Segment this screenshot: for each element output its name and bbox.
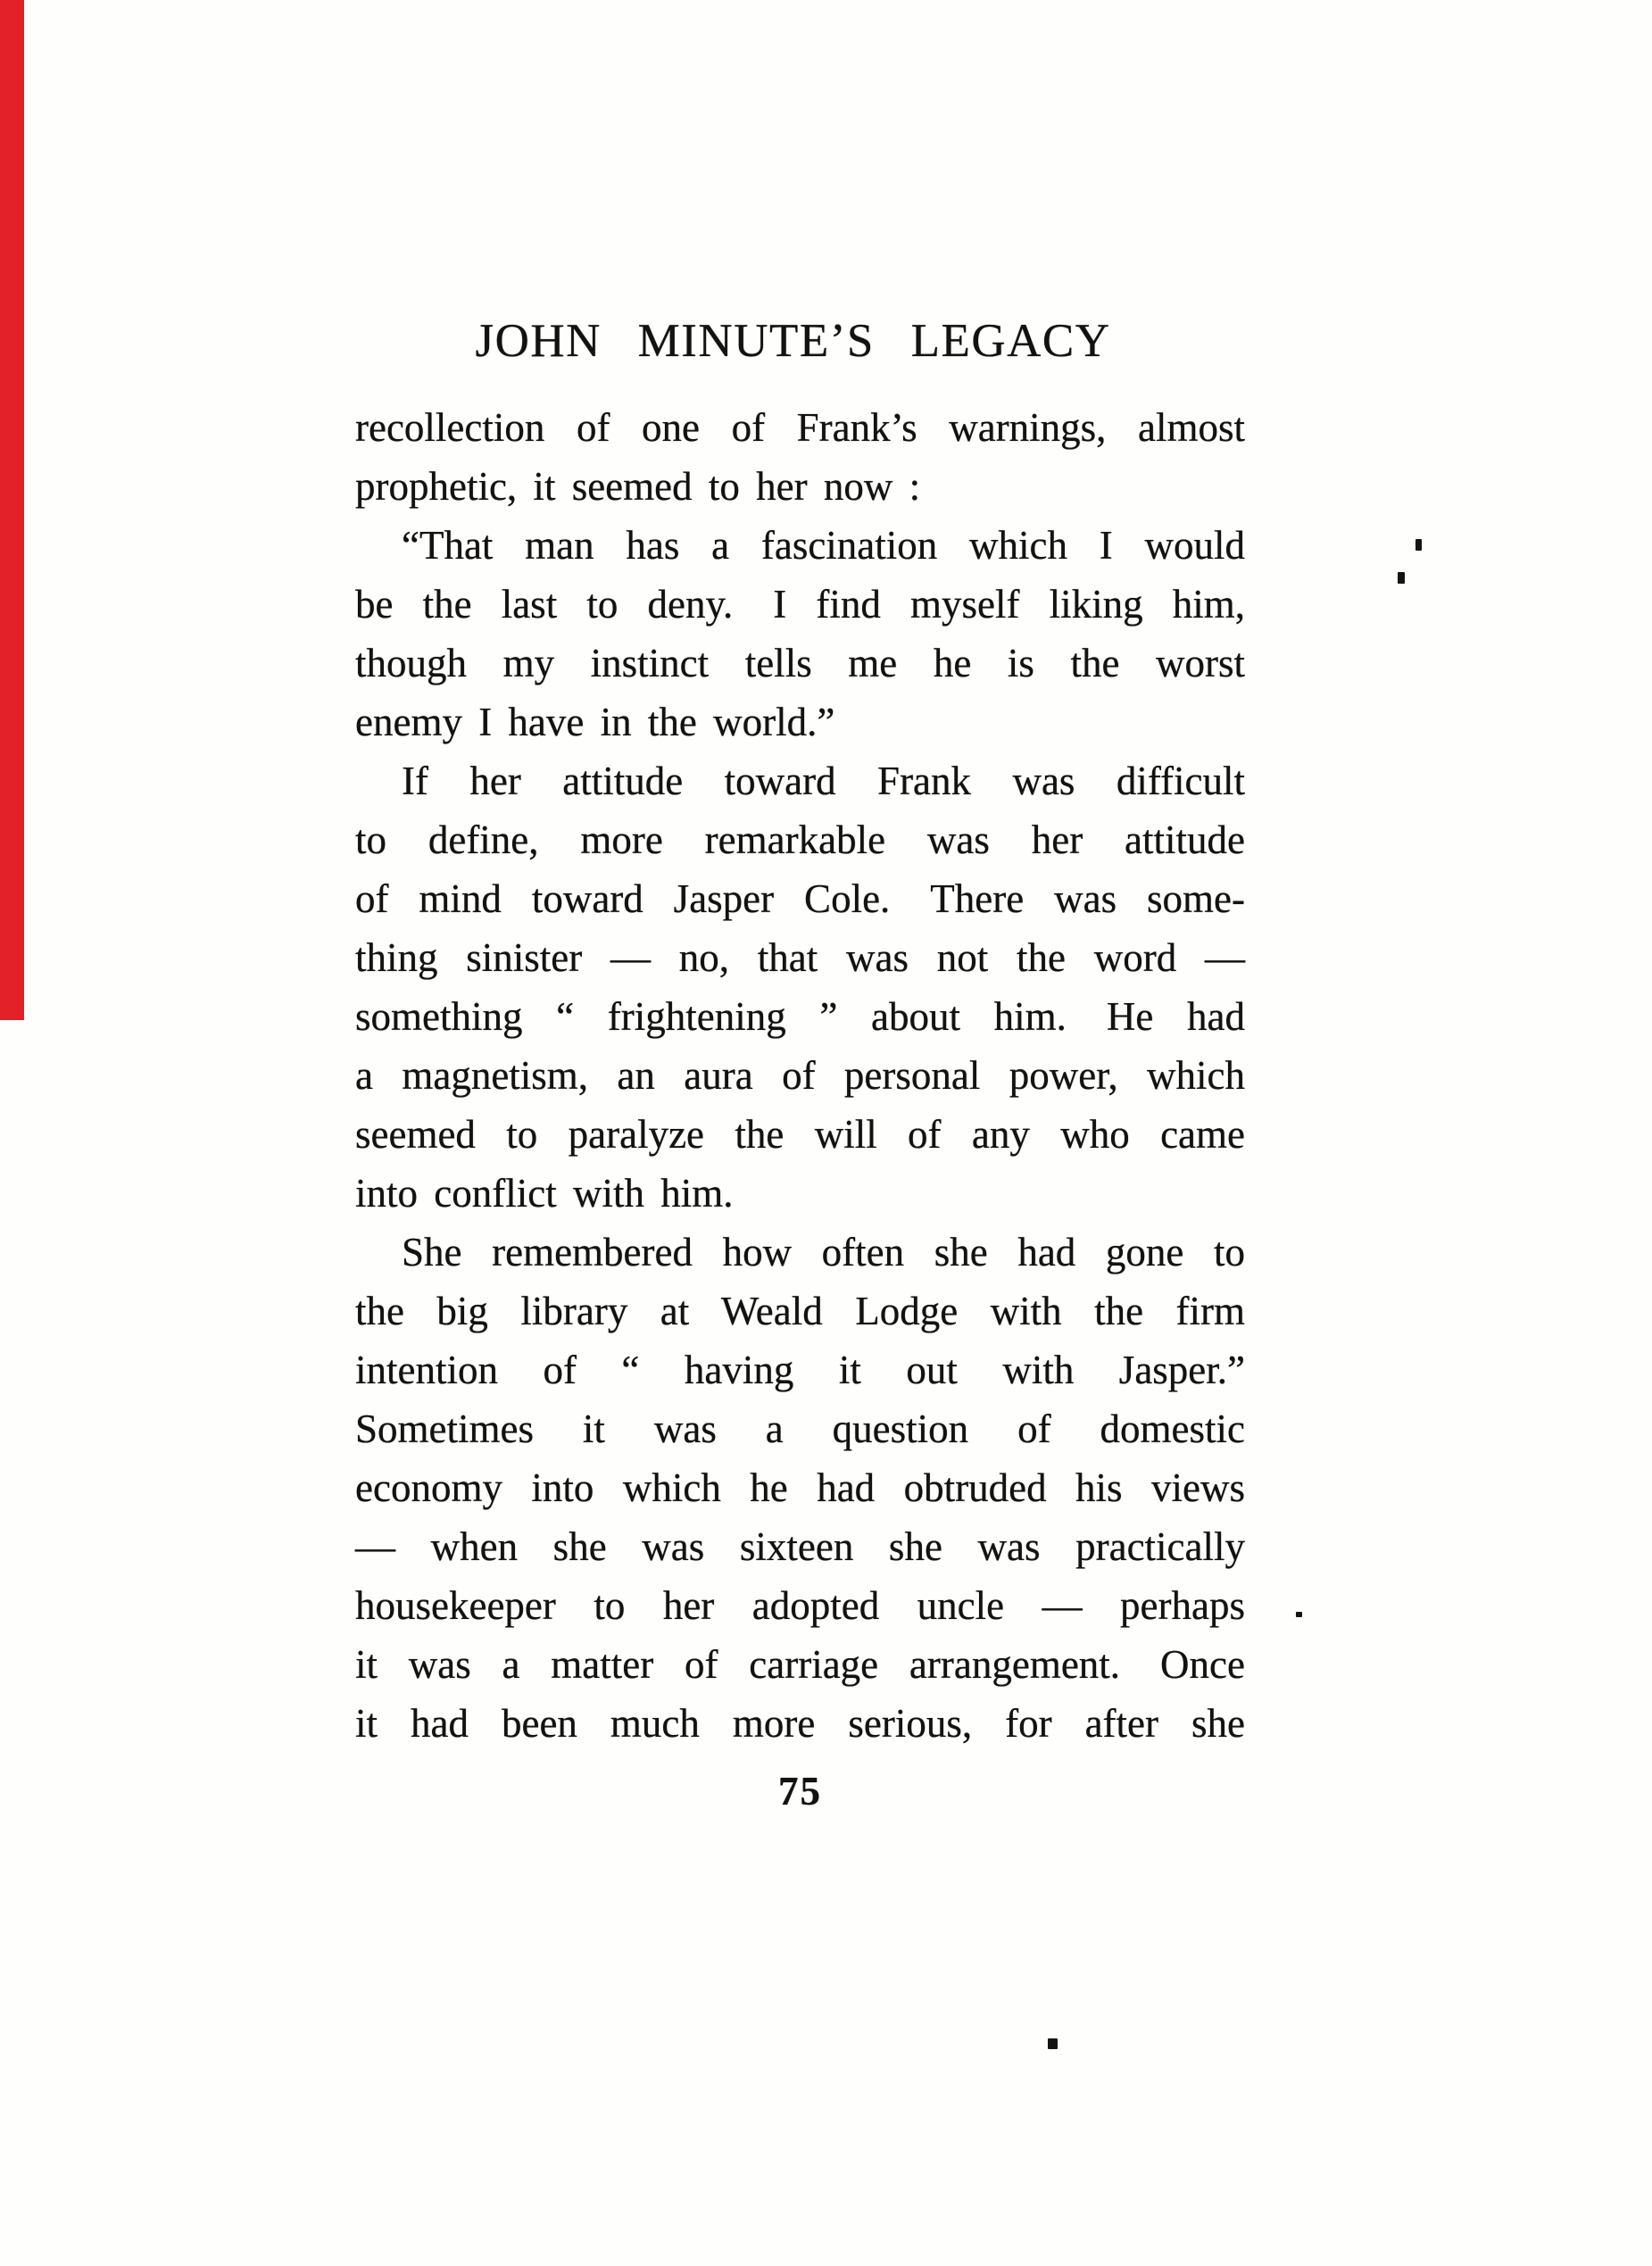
text-line: — when she was sixteen she was practically [355,1524,1245,1569]
ink-speck [1296,1612,1302,1617]
text-line: it had been much more serious, for after she [355,1701,1245,1746]
text-line: Sometimes it was a question of domestic [355,1407,1245,1451]
text-line: it was a matter of carriage arrangement. Once [355,1642,1245,1687]
text-line: economy into which he had obtruded his views [355,1465,1245,1510]
ink-speck [1398,572,1405,584]
text-line: She remembered how often she had gone to [402,1230,1245,1274]
page-header-title: JOHN MINUTE’S LEGACY [475,315,1111,367]
text-line: recollection of one of Frank’s warnings, almost [355,405,1245,450]
text-line: a magnetism, an aura of personal power, which [355,1053,1245,1098]
text-line: be the last to deny. I find myself liking him, [355,582,1245,627]
text-line: into conflict with him. [355,1171,734,1216]
ink-speck [1415,539,1422,551]
text-line: prophetic, it seemed to her now : [355,464,921,509]
body-text-block [355,398,1245,1753]
text-line: though my instinct tells me he is the worst [355,641,1245,685]
text-line: If her attitude toward Frank was difficult [402,759,1245,803]
text-line: to define, more remarkable was her attitude [355,818,1245,862]
text-line: housekeeper to her adopted uncle — perhaps [355,1583,1245,1628]
text-line: intention of “ having it out with Jasper.” [355,1348,1245,1392]
text-line: thing sinister — no, that was not the word — [355,935,1245,980]
text-line: seemed to paralyze the will of any who came [355,1112,1245,1157]
text-line: something “ frightening ” about him. He had [355,994,1245,1039]
text-line: “That man has a fascination which I would [402,523,1245,568]
text-line: the big library at Weald Lodge with the firm [355,1289,1245,1333]
ink-speck [1048,2038,1058,2049]
text-line: of mind toward Jasper Cole. There was some- [355,876,1245,921]
text-line: enemy I have in the world.” [355,700,835,744]
page-number: 75 [778,1769,822,1814]
scan-edge-red-stripe [0,0,24,1020]
